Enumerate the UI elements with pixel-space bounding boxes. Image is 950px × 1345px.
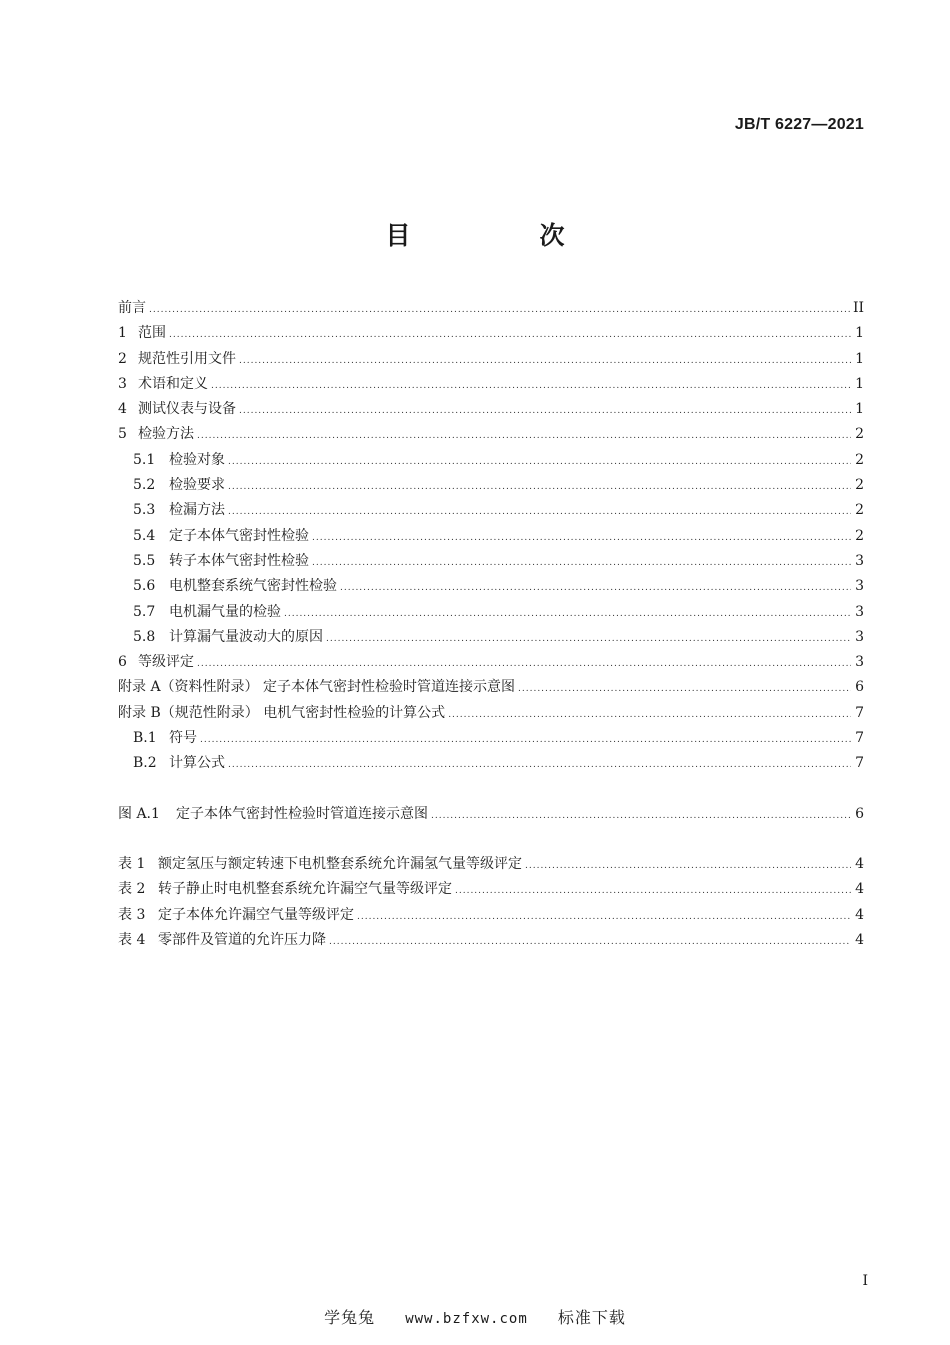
toc-row[interactable] bbox=[118, 752, 864, 777]
toc-row[interactable] bbox=[118, 904, 864, 929]
toc-row-label: 检漏方法 bbox=[169, 502, 225, 519]
toc-tables bbox=[118, 853, 864, 954]
toc-leader-dots bbox=[211, 381, 851, 391]
toc-row-number: 5.3 bbox=[133, 502, 156, 519]
toc-row-page: 2 bbox=[855, 502, 864, 519]
toc-row-page: 2 bbox=[855, 477, 864, 494]
toc-row-number: 5.7 bbox=[133, 603, 156, 620]
toc-row-number: 表 4 bbox=[118, 931, 146, 948]
toc-row-label: 检验对象 bbox=[169, 451, 225, 468]
toc-row-label: 定子本体气密封性检验时管道连接示意图 bbox=[176, 805, 428, 822]
toc-row-number: 5.8 bbox=[133, 628, 156, 645]
toc-row-number: 5.4 bbox=[133, 527, 156, 544]
toc-leader-dots bbox=[197, 659, 851, 669]
footer-site-name: 学兔兔 bbox=[324, 1308, 376, 1327]
toc-leader-dots bbox=[431, 811, 851, 821]
toc-row-number: 6 bbox=[118, 654, 127, 671]
toc-row-number: 1 bbox=[118, 325, 127, 342]
toc-row-label: 附录 B（规范性附录） 电机气密封性检验的计算公式 bbox=[118, 704, 446, 721]
toc-leader-dots bbox=[357, 912, 851, 922]
toc-row[interactable] bbox=[118, 676, 864, 701]
toc-leader-dots bbox=[197, 431, 851, 441]
toc-leader-dots bbox=[169, 330, 851, 340]
toc-row-number: 5.1 bbox=[133, 451, 156, 468]
toc-row-page: 7 bbox=[855, 755, 864, 772]
toc-row-page: 1 bbox=[855, 350, 864, 367]
toc-row-page: 3 bbox=[855, 628, 864, 645]
toc-row[interactable] bbox=[118, 702, 864, 727]
toc-row[interactable] bbox=[118, 398, 864, 423]
toc-row-number: 5.2 bbox=[133, 477, 156, 494]
toc-row-number: 4 bbox=[118, 401, 127, 418]
toc-row-page: 1 bbox=[855, 375, 864, 392]
toc-leader-dots bbox=[312, 533, 851, 543]
toc-row-label: 计算漏气量波动大的原因 bbox=[169, 628, 323, 645]
standard-code: JB/T 6227—2021 bbox=[734, 116, 864, 133]
toc-row-label: 等级评定 bbox=[138, 654, 194, 671]
toc-row-page: II bbox=[852, 300, 864, 316]
toc-row-page: 6 bbox=[855, 679, 864, 696]
toc-leader-dots bbox=[200, 735, 851, 745]
toc-row-number: 3 bbox=[118, 375, 127, 392]
toc-row-number: 5.6 bbox=[133, 578, 156, 595]
footer-tagline: 标准下载 bbox=[557, 1308, 626, 1327]
toc-leader-dots bbox=[518, 684, 851, 694]
toc-row[interactable] bbox=[118, 449, 864, 474]
toc-entries bbox=[118, 297, 864, 778]
toc-row-page: 3 bbox=[855, 552, 864, 569]
toc-row-number: 表 1 bbox=[118, 855, 146, 872]
toc-row-label: 前言 bbox=[118, 300, 146, 316]
toc-row-page: 1 bbox=[855, 325, 864, 342]
toc-row-page: 1 bbox=[855, 401, 864, 418]
toc-leader-dots bbox=[340, 583, 851, 593]
toc-row-label: 电机整套系统气密封性检验 bbox=[169, 578, 337, 595]
toc-row[interactable] bbox=[118, 575, 864, 600]
toc-row-label: 范围 bbox=[138, 325, 166, 342]
footer bbox=[0, 1305, 950, 1328]
toc-row-page: 2 bbox=[855, 527, 864, 544]
toc-row-label: 符号 bbox=[169, 730, 197, 747]
toc-row-page: 4 bbox=[855, 855, 864, 872]
toc-leader-dots bbox=[228, 760, 851, 770]
toc-row-label: 定子本体允许漏空气量等级评定 bbox=[158, 906, 354, 923]
toc-row-number: 表 3 bbox=[118, 906, 146, 923]
toc-row-page: 6 bbox=[855, 805, 864, 822]
toc-row[interactable] bbox=[118, 803, 864, 828]
toc-row-number: 表 2 bbox=[118, 881, 146, 898]
toc-title: 目 次 bbox=[385, 221, 617, 250]
toc-row-label: 测试仪表与设备 bbox=[138, 401, 236, 418]
toc-row-label: 零部件及管道的允许压力降 bbox=[158, 931, 326, 948]
toc-row-label: 电机漏气量的检验 bbox=[169, 603, 281, 620]
toc-row[interactable] bbox=[118, 626, 864, 651]
toc-row[interactable] bbox=[118, 550, 864, 575]
toc-row[interactable] bbox=[118, 297, 864, 322]
toc-row-page: 4 bbox=[855, 931, 864, 948]
toc-row-page: 7 bbox=[855, 704, 864, 721]
toc-row-page: 3 bbox=[855, 603, 864, 620]
toc-leader-dots bbox=[525, 861, 851, 871]
toc-row[interactable] bbox=[118, 348, 864, 373]
table-of-contents bbox=[118, 297, 864, 954]
toc-leader-dots bbox=[448, 710, 851, 720]
toc-row-label: 计算公式 bbox=[169, 755, 225, 772]
toc-row[interactable] bbox=[118, 499, 864, 524]
toc-row-label: 转子静止时电机整套系统允许漏空气量等级评定 bbox=[158, 881, 452, 898]
toc-row-page: 3 bbox=[855, 654, 864, 671]
toc-leader-dots bbox=[239, 406, 851, 416]
toc-leader-dots bbox=[284, 609, 851, 619]
toc-row-label: 检验方法 bbox=[138, 426, 194, 443]
toc-row[interactable] bbox=[118, 878, 864, 903]
toc-leader-dots bbox=[455, 886, 851, 896]
toc-leader-dots bbox=[228, 457, 851, 467]
toc-row-number: B.1 bbox=[133, 730, 157, 747]
toc-row-number: 5 bbox=[118, 426, 127, 443]
toc-leader-dots bbox=[312, 558, 851, 568]
toc-row-label: 术语和定义 bbox=[138, 375, 208, 392]
toc-row-label: 检验要求 bbox=[169, 477, 225, 494]
toc-row-label: 定子本体气密封性检验 bbox=[169, 527, 309, 544]
toc-leader-dots bbox=[329, 937, 851, 947]
footer-url[interactable]: www.bzfxw.com bbox=[405, 1311, 528, 1327]
toc-row-page: 4 bbox=[855, 906, 864, 923]
toc-leader-dots bbox=[228, 482, 851, 492]
toc-row[interactable] bbox=[118, 651, 864, 676]
toc-row-number: 图 A.1 bbox=[118, 805, 160, 822]
toc-row-label: 转子本体气密封性检验 bbox=[169, 552, 309, 569]
toc-row-page: 7 bbox=[855, 730, 864, 747]
toc-figures bbox=[118, 803, 864, 828]
toc-row-label: 额定氢压与额定转速下电机整套系统允许漏氢气量等级评定 bbox=[158, 855, 522, 872]
toc-leader-dots bbox=[326, 634, 851, 644]
toc-leader-dots bbox=[239, 356, 851, 366]
toc-row[interactable] bbox=[118, 727, 864, 752]
toc-row[interactable] bbox=[118, 853, 864, 878]
page-number: I bbox=[862, 1273, 868, 1289]
toc-leader-dots bbox=[149, 305, 850, 315]
toc-row[interactable] bbox=[118, 601, 864, 626]
toc-row-label: 规范性引用文件 bbox=[138, 350, 236, 367]
toc-row-number: 2 bbox=[118, 350, 127, 367]
toc-row[interactable] bbox=[118, 929, 864, 954]
toc-row-page: 3 bbox=[855, 578, 864, 595]
toc-row[interactable] bbox=[118, 423, 864, 448]
toc-row[interactable] bbox=[118, 322, 864, 347]
toc-row[interactable] bbox=[118, 474, 864, 499]
toc-row-page: 2 bbox=[855, 426, 864, 443]
toc-row-page: 2 bbox=[855, 451, 864, 468]
toc-leader-dots bbox=[228, 507, 851, 517]
toc-row[interactable] bbox=[118, 525, 864, 550]
toc-row[interactable] bbox=[118, 373, 864, 398]
toc-row-number: B.2 bbox=[133, 755, 157, 772]
toc-row-label: 附录 A（资料性附录） 定子本体气密封性检验时管道连接示意图 bbox=[118, 679, 516, 696]
toc-row-number: 5.5 bbox=[133, 552, 156, 569]
toc-row-page: 4 bbox=[855, 881, 864, 898]
